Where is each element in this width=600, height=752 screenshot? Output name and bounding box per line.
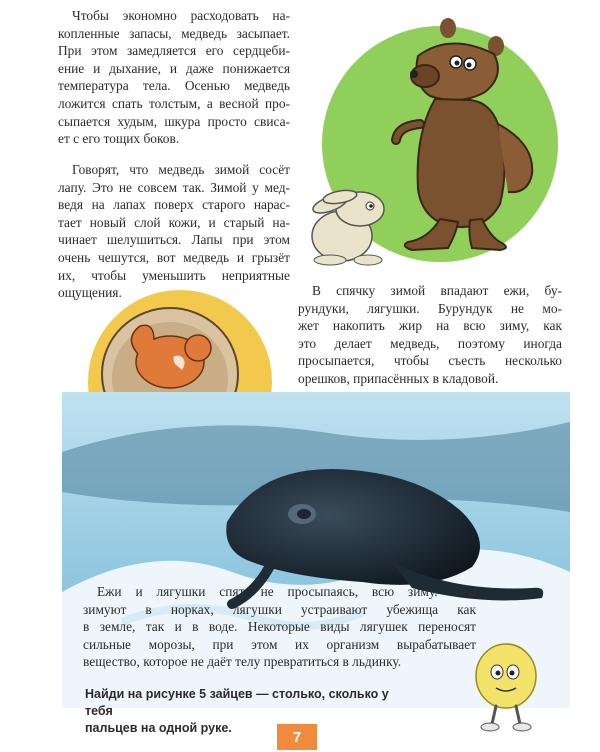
text-line: орешков, припасённых в кладовой.	[298, 370, 499, 386]
text-line: сильные морозы, при этом их организм вырабатывает	[83, 636, 476, 652]
text-line: Чтобы экономно расходовать на-	[72, 8, 290, 23]
task-line: пальцев на одной руке.	[85, 721, 232, 735]
paragraph-bear-paw	[58, 161, 290, 302]
task-instruction	[85, 686, 415, 737]
paragraph-hibernators	[298, 282, 562, 388]
paragraph-frogs	[83, 583, 476, 671]
text-line: вещество, которое не даёт телу превратиться в льдинку.	[83, 654, 402, 670]
text-line: ведя на лапах поверх старого нарас-	[58, 197, 290, 213]
text-line: ложится спать толстым, а весной про-	[58, 95, 290, 111]
text-line: ощущения.	[58, 285, 122, 301]
text-line: их, чтобы уменьшить неприятные	[58, 267, 290, 283]
text-line: тает новый слой кожи, и старый на-	[58, 214, 290, 230]
text-line: чинает шелушиться. Лапы при этом	[58, 232, 290, 248]
text-line: ет с его тощих боков.	[58, 131, 180, 147]
text-line: просыпается, чтобы съесть несколько	[298, 353, 562, 369]
text-line: Ежи и лягушки спят, не просыпаясь, всю зиму. Ежи	[97, 584, 476, 599]
text-line: копленные запасы, медведь засыпает.	[58, 25, 290, 41]
text-line: зимуют в норках, лягушки устраивают убежища как	[83, 601, 476, 617]
text-line: в земле, так и в воде. Некоторые виды лягушек переносят	[83, 619, 476, 635]
text-line: В спячку зимой впадают ежи, бу-	[312, 283, 562, 298]
paragraph-bear-sleep	[58, 7, 290, 148]
text-line: лапу. Это не совсем так. Зимой у мед-	[58, 179, 290, 195]
text-line: это делает медведь, поэтому иногда	[298, 335, 562, 351]
text-line: сыпается худым, шкура просто свиса-	[58, 113, 290, 129]
bear-and-rabbit-illustration	[300, 14, 565, 272]
page-number: 7	[277, 724, 317, 750]
text-line: рундуки, лягушки. Бурундук не мо-	[298, 300, 562, 316]
text-line: Говорят, что медведь зимой сосёт	[72, 162, 290, 177]
text-line: температура тела. Осенью медведь	[58, 78, 290, 94]
text-line: ение и дыхание, и даже понижается	[58, 60, 290, 76]
mascot-character	[466, 640, 546, 735]
text-line: При этом замедляется его сердцеби-	[58, 43, 290, 59]
task-line: Найди на рисунке 5 зайцев — столько, сколько у тебя	[85, 687, 389, 718]
text-line: жет накопить жир на всю зиму, как	[298, 318, 562, 334]
text-line: очень чешутся, вот медведь и грызёт	[58, 249, 290, 265]
